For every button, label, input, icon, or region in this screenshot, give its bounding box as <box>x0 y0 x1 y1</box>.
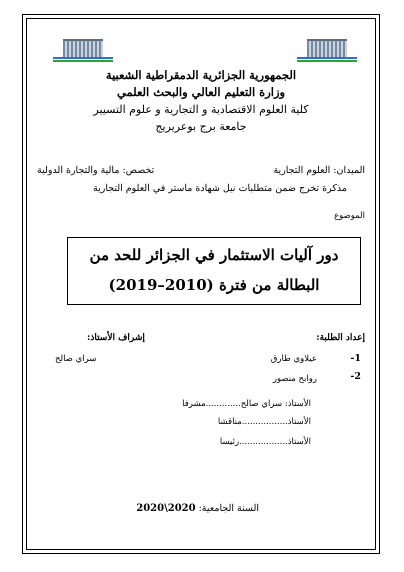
university-logo-icon <box>53 39 113 63</box>
thesis-note: مذكرة تخرج ضمن متطلبات نيل شهادة ماستر في العلوم التجارية <box>93 183 347 194</box>
supervisor-name: سراي صالح <box>55 354 97 364</box>
jury-member: الأستاذ: سراي صالح.............مشرفا <box>182 399 311 409</box>
student-name: روابح منصور <box>272 374 317 384</box>
academic-year <box>136 503 259 514</box>
thesis-title-line-2: البطالة من فترة (2010–2019) <box>108 276 320 294</box>
students-heading: إعداد الطلبة: <box>316 333 365 343</box>
subject-label: الموضوع <box>334 211 365 221</box>
supervisor-heading: إشراف الأستاذ: <box>87 333 145 343</box>
student-number: 2- <box>350 371 361 382</box>
student-number: 1- <box>350 353 361 364</box>
institution-header <box>27 67 375 135</box>
republic-line: الجمهورية الجزائرية الدمقراطية الشعبية <box>105 68 297 82</box>
inner-border <box>26 18 376 550</box>
jury-member: الأستاذ..................رئيسا <box>219 437 311 447</box>
specialty-label: تخصص: مالية والتجارة الدولية <box>37 165 155 176</box>
field-label: الميدان: العلوم التجارية <box>273 165 365 176</box>
student-name: عيلاوي طارق <box>270 354 317 364</box>
academic-year-value: 2020\2020 <box>136 503 196 514</box>
jury-member: الأستاذ.................مناقشا <box>217 417 311 427</box>
ministry-line: وزارة التعليم العالي والبحث العلمي <box>116 85 286 99</box>
university-line: جامعة برج بوعريريج <box>155 120 247 133</box>
thesis-title-box <box>67 237 361 305</box>
cover-page-frame <box>22 14 380 554</box>
university-logo-icon <box>297 39 357 63</box>
academic-year-label: السنة الجامعية: <box>198 503 259 514</box>
thesis-title-line-1: دور آليات الاستثمار في الجزائر للحد من <box>89 246 339 264</box>
faculty-line: كلية العلوم الاقتصادية و التجارية و علوم التسيير <box>93 103 309 116</box>
